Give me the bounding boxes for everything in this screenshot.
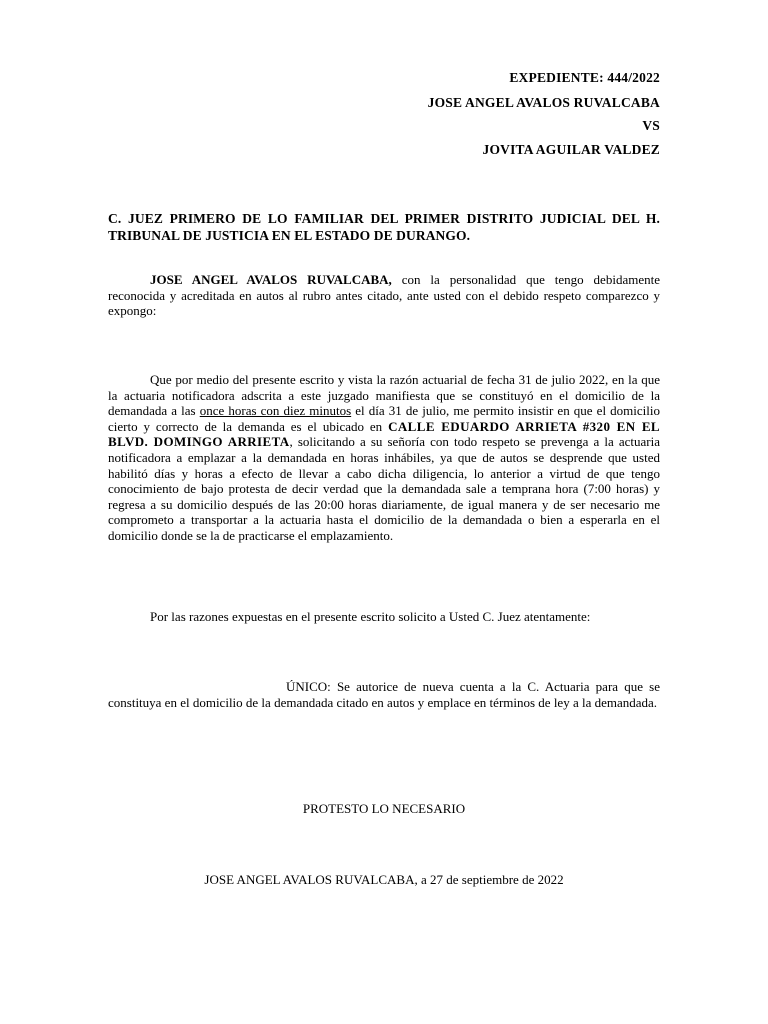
defendant-address: CALLE EDUARDO ARRIETA #320 EN EL BLVD. DOMINGO ARRIETA <box>108 418 660 450</box>
body-part-2: el día 31 de julio, me permito insistir en que el domicilio cierto y correcto de la demanda es el ubicado en <box>108 403 660 434</box>
defendant-name: JOVITA AGUILAR VALDEZ <box>482 142 660 157</box>
request-paragraph <box>108 609 660 625</box>
intro-paragraph <box>108 272 660 319</box>
intro-text: con la personalidad que tengo debidamente reconocida y acreditada en autos al rubro antes citado, ante usted con el debido respeto comparezco y expongo: <box>108 272 660 319</box>
body-part-1: Que por medio del presente escrito y vista la razón actuarial de fecha 31 de julio 2022, en la que la actuaria notificadora adscrita a este juzgado manifiesta que se constituyó en el domicilio de la demandada a las <box>108 372 660 419</box>
intro-name: JOSE ANGEL AVALOS RUVALCABA, <box>150 272 392 287</box>
versus-label: VS <box>642 118 660 133</box>
underlined-time: once horas con diez minutos <box>199 403 352 419</box>
signature-line: JOSE ANGEL AVALOS RUVALCABA, a 27 de septiembre de 2022 <box>204 872 564 887</box>
case-number: EXPEDIENTE: 444/2022 <box>509 70 660 85</box>
unico-paragraph <box>108 679 660 710</box>
plaintiff-name: JOSE ANGEL AVALOS RUVALCABA <box>427 95 660 110</box>
closing-statement: PROTESTO LO NECESARIO <box>302 801 466 816</box>
body-paragraph <box>108 372 660 544</box>
request-text: Por las razones expuestas en el presente escrito solicito a Usted C. Juez atentamente: <box>150 609 591 624</box>
unico-text: ÚNICO: Se autorice de nueva cuenta a la C. Actuaria para que se constituya en el domicilio de la demandada citado en autos y emplace en términos de ley a la demandada. <box>108 679 660 710</box>
addressee: C. JUEZ PRIMERO DE LO FAMILIAR DEL PRIMER DISTRITO JUDICIAL DEL H. TRIBUNAL DE JUSTICIA EN EL ESTADO DE DURANGO. <box>108 211 660 243</box>
body-part-3: , solicitando a su señoría con todo respeto se prevenga a la actuaria notificadora a emplazar a la demandada en horas inhábiles, ya que de autos se desprende que usted habilitó días y horas a efecto de llevar a cabo dicha diligencia, lo anterior a virtud de que tengo conocimiento de bajo protesta de decir verdad que la demandada sale a temprana hora (7:00 horas) y regresa a su domicilio después de las 20:00 horas diariamente, de igual manera y de ser necesario me comprometo a transportar a la actuaria hasta el domicilio de la demandada o bien a esperarla en el domicilio donde se la de practicarse el emplazamiento. <box>108 434 660 543</box>
